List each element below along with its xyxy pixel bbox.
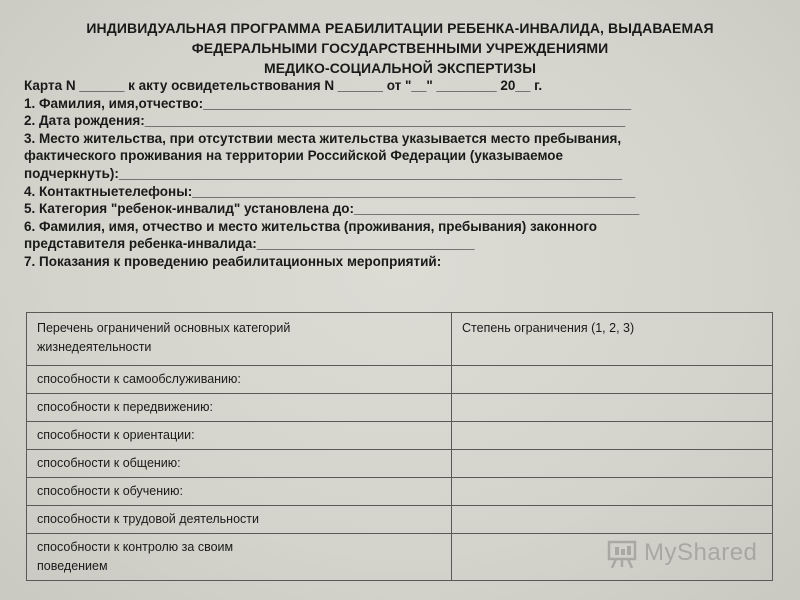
form-line-birth-date: 2. Дата рождения:________________________________________________________________ xyxy=(24,113,626,129)
row-label-line: способности к контролю за своим xyxy=(37,540,234,554)
row-label: способности к обучению: xyxy=(27,478,452,506)
table-row xyxy=(27,366,773,394)
row-label: способности к общению: xyxy=(27,450,452,478)
form-line-full-name: 1. Фамилия, имя,отчество:_________________________________________________________ xyxy=(24,95,632,111)
form-fields xyxy=(24,77,776,271)
form-line-residence-1: 3. Место жительства, при отсутствии места жительства указывается место пребывания, xyxy=(24,130,622,146)
row-label-line: поведением xyxy=(37,559,108,573)
form-line-residence-2: фактического проживания на территории Российской Федерации (указываемое xyxy=(24,148,564,164)
table-row xyxy=(27,478,773,506)
table-row xyxy=(27,450,773,478)
row-degree-cell[interactable] xyxy=(452,422,773,450)
row-label: способности к трудовой деятельности xyxy=(27,506,452,534)
table-row xyxy=(27,506,773,534)
form-line-card-number: Карта N ______ к акту освидетельствования N ______ от "__" ________ 20__ г. xyxy=(24,78,543,93)
watermark xyxy=(606,536,766,572)
row-label: способности к ориентации: xyxy=(27,422,452,450)
form-line-indications: 7. Показания к проведению реабилитационных мероприятий: xyxy=(24,253,442,269)
presentation-board-icon xyxy=(606,538,638,570)
header-degree xyxy=(452,313,773,366)
form-line-category: 5. Категория "ребенок-инвалид" установлена до:______________________________________ xyxy=(24,201,640,217)
row-degree-cell[interactable] xyxy=(452,450,773,478)
row-degree-cell[interactable] xyxy=(452,506,773,534)
form-line-representative-1: 6. Фамилия, имя, отчество и место жительства (проживания, пребывания) законного xyxy=(24,218,598,234)
row-degree-cell[interactable] xyxy=(452,394,773,422)
watermark-text: MyShared xyxy=(644,539,758,566)
title-line-2: ФЕДЕРАЛЬНЫМИ ГОСУДАРСТВЕННЫМИ УЧРЕЖДЕНИЯМИ xyxy=(191,40,609,56)
row-label: способности к передвижению: xyxy=(27,394,452,422)
form-line-representative-2: представителя ребенка-инвалида:_____________________________ xyxy=(24,236,475,252)
title-line-1: ИНДИВИДУАЛЬНАЯ ПРОГРАММА РЕАБИЛИТАЦИИ РЕБЕНКА-ИНВАЛИДА, ВЫДАВАЕМАЯ xyxy=(86,20,714,36)
title-line-3: МЕДИКО-СОЦИАЛЬНОЙ ЭКСПЕРТИЗЫ xyxy=(263,60,537,76)
form-line-phones: 4. Контактныетелефоны:___________________________________________________________ xyxy=(24,183,636,199)
form-line-residence-3: подчеркнуть):___________________________________________________________________ xyxy=(24,165,622,181)
header-text-line: Степень ограничения (1, 2, 3) xyxy=(462,321,635,335)
row-label xyxy=(27,534,452,581)
header-limitations-list xyxy=(27,313,452,366)
header-text-line: жизнедеятельности xyxy=(37,340,152,354)
table-row xyxy=(27,422,773,450)
row-degree-cell[interactable] xyxy=(452,478,773,506)
table-header-row xyxy=(27,313,773,366)
row-label: способности к самообслуживанию: xyxy=(27,366,452,394)
document-title xyxy=(40,18,760,78)
header-text-line: Перечень ограничений основных категорий xyxy=(37,321,291,335)
table-row xyxy=(27,394,773,422)
row-degree-cell[interactable] xyxy=(452,366,773,394)
